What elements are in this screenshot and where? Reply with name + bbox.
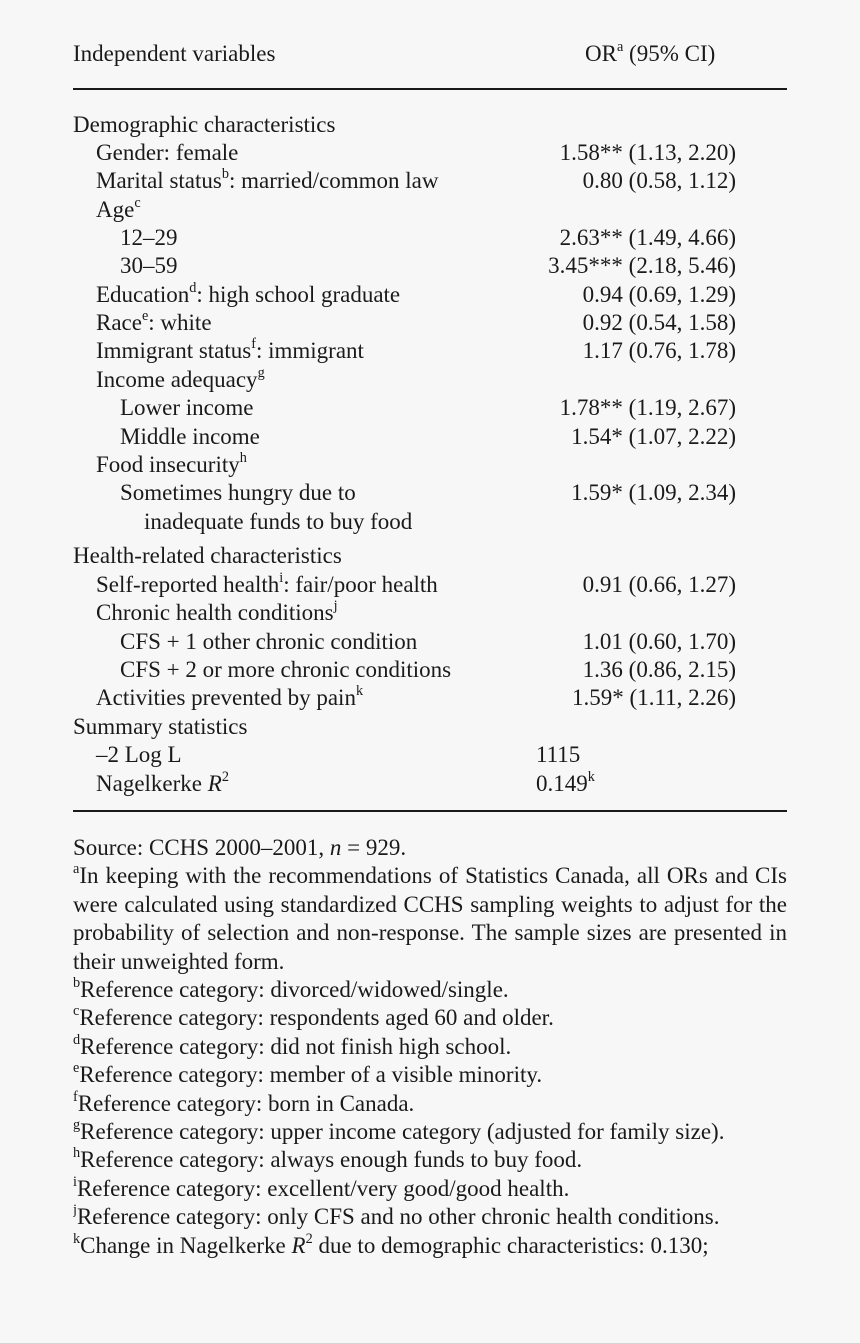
footnote-text: Reference category: excellent/very good/good health. — [76, 1175, 570, 1201]
row-label-text: Self-reported health — [96, 572, 280, 597]
footnote-marker: c — [73, 1003, 80, 1020]
footnote-marker: k — [355, 683, 364, 700]
row-label — [96, 451, 247, 479]
row-value — [583, 167, 736, 195]
footnote-text: Reference category: respondents aged 60 and older. — [79, 1005, 554, 1031]
row-value-text: 0.149 — [536, 771, 588, 796]
row-label-text: –2 Log L — [96, 742, 182, 767]
table-row — [73, 224, 787, 252]
table-header — [73, 36, 787, 72]
footnote — [73, 1033, 787, 1061]
row-label-text: Race — [96, 310, 142, 335]
header-ci: (95% CI) — [623, 41, 716, 66]
row-value — [583, 571, 736, 599]
footnote-marker: k — [587, 769, 595, 786]
footnote-marker: b — [221, 166, 229, 183]
footnote-marker: i — [279, 570, 284, 587]
footnote-text: Reference category: divorced/widowed/single. — [80, 977, 509, 1003]
row-label-text: Middle income — [120, 424, 260, 449]
footnote-marker: j — [73, 1202, 77, 1219]
row-value-text: 1.59* (1.09, 2.34) — [571, 480, 736, 505]
row-label-rest: : immigrant — [255, 338, 364, 363]
table-row — [73, 394, 787, 422]
row-label-text: Health-related characteristics — [73, 543, 342, 568]
footnote-text: Reference category: only CFS and no other chronic health conditions. — [76, 1204, 720, 1230]
table-row — [73, 628, 787, 656]
table-row — [73, 167, 787, 195]
footnote-marker: h — [239, 450, 247, 467]
row-value — [583, 337, 736, 365]
footnote — [73, 1118, 787, 1146]
table-row — [73, 713, 787, 741]
row-label — [73, 542, 342, 570]
footnote — [73, 1175, 787, 1203]
row-value-text: 2.63** (1.49, 4.66) — [559, 225, 736, 250]
footnote-marker: a — [73, 861, 80, 878]
row-label — [120, 423, 260, 451]
footnote-text: Change in Nagelkerke — [80, 1232, 292, 1258]
row-value — [560, 139, 736, 167]
bottom-rule — [73, 810, 787, 812]
row-label — [96, 684, 363, 712]
row-value-text: 1.58** (1.13, 2.20) — [559, 140, 736, 165]
row-value — [560, 394, 736, 422]
table-notes — [73, 834, 787, 1304]
table-row — [73, 252, 787, 280]
row-label-text: Food insecurity — [96, 452, 240, 477]
row-label-text: Summary statistics — [73, 714, 248, 739]
row-label-text: Marital status — [96, 168, 222, 193]
footnote — [73, 834, 787, 862]
table-row — [73, 479, 787, 507]
row-label-text: Age — [96, 197, 135, 222]
superscript: 2 — [305, 1230, 313, 1247]
footnote — [73, 1090, 787, 1118]
row-label-text: 12–29 — [120, 225, 178, 250]
footnote-marker: f — [251, 336, 256, 353]
row-value — [571, 423, 736, 451]
table-row — [73, 451, 787, 479]
row-label — [96, 309, 212, 337]
footnote — [73, 862, 787, 976]
row-label — [96, 571, 438, 599]
footnote-marker: d — [189, 280, 197, 297]
table-row — [73, 571, 787, 599]
row-label-text: Income adequacy — [96, 367, 258, 392]
footnote — [73, 1232, 787, 1260]
footnote-marker: g — [73, 1117, 81, 1134]
row-value-text: 0.80 (0.58, 1.12) — [582, 168, 736, 193]
row-label-rest: : white — [148, 310, 212, 335]
row-value-text: 0.91 (0.66, 1.27) — [582, 572, 736, 597]
row-value-text: 3.45*** (2.18, 5.46) — [548, 253, 736, 278]
table-row — [73, 111, 787, 139]
row-label-italic: R — [207, 771, 222, 796]
row-label-text: CFS + 2 or more chronic conditions — [120, 657, 452, 682]
footnote-marker: f — [73, 1088, 78, 1105]
footnote-marker: e — [141, 308, 149, 325]
row-label — [120, 656, 451, 684]
footnote-rest: due to demographic characteristics: 0.130; — [312, 1232, 709, 1258]
row-label — [120, 628, 417, 656]
row-value-text: 1.59* (1.11, 2.26) — [572, 685, 736, 710]
table-row — [73, 337, 787, 365]
row-label — [96, 337, 364, 365]
row-label — [73, 111, 335, 139]
row-value — [571, 479, 736, 507]
footnote-marker: b — [73, 975, 81, 992]
table-row — [73, 542, 787, 570]
row-value — [560, 224, 736, 252]
table-row — [73, 423, 787, 451]
row-value — [583, 309, 736, 337]
table-row — [73, 684, 787, 712]
row-value-text: 0.94 (0.69, 1.29) — [582, 282, 736, 307]
footnote-italic: R — [291, 1232, 306, 1258]
row-value-text: 0.92 (0.54, 1.58) — [582, 310, 736, 335]
footnote-italic: n — [329, 835, 342, 860]
footnote-marker: j — [333, 598, 338, 615]
footnote-marker: i — [73, 1173, 77, 1190]
row-value-text: 1.01 (0.60, 1.70) — [582, 629, 736, 654]
footnote — [73, 1061, 787, 1089]
footnote-text: Reference category: born in Canada. — [77, 1090, 415, 1116]
row-label — [96, 741, 182, 769]
row-value — [583, 628, 736, 656]
row-label-text: 30–59 — [120, 253, 178, 278]
row-label — [96, 167, 438, 195]
row-label — [120, 479, 356, 507]
row-label-text: Sometimes hungry due to — [120, 480, 356, 505]
row-label — [96, 599, 338, 627]
row-label-text: Lower income — [120, 395, 254, 420]
table-row — [73, 281, 787, 309]
row-value — [583, 656, 736, 684]
row-label — [96, 366, 265, 394]
row-label — [120, 252, 178, 280]
row-label — [73, 713, 247, 741]
table-row — [73, 366, 787, 394]
row-label — [96, 770, 229, 798]
row-label-text: Nagelkerke — [96, 771, 208, 796]
footnote-text: Reference category: upper income category (adjusted for family size). — [80, 1119, 725, 1145]
row-label-text: Chronic health conditions — [96, 600, 334, 625]
row-label-text: Gender: female — [96, 140, 239, 165]
footnote-marker: g — [257, 365, 265, 382]
footnote-text: Reference category: did not finish high school. — [80, 1033, 512, 1059]
footnote — [73, 1146, 787, 1174]
footnote — [73, 976, 787, 1004]
footnote — [73, 1203, 787, 1231]
row-label-text: Immigrant status — [96, 338, 252, 363]
superscript: 2 — [221, 769, 229, 786]
row-label-text: Demographic characteristics — [73, 112, 336, 137]
row-value-text: 1.36 (0.86, 2.15) — [582, 657, 736, 682]
table-row — [73, 139, 787, 167]
footnote — [73, 1004, 787, 1032]
footnote-marker: c — [134, 195, 141, 212]
row-label-rest: : high school graduate — [196, 282, 401, 307]
row-label-text: CFS + 1 other chronic condition — [120, 629, 418, 654]
row-value — [583, 281, 736, 309]
table-row — [73, 599, 787, 627]
row-value-text: 1.78** (1.19, 2.67) — [559, 395, 736, 420]
row-label — [120, 394, 253, 422]
footnote-text: In keeping with the recommendations of Statistics Canada, all ORs and CIs were calculated using standardized CCHS sampling weights to adjust for the probability of selection and non-response. The sample sizes are presented in their unweighted form. — [73, 863, 787, 974]
footnote-marker: k — [73, 1230, 81, 1247]
header-variables: Independent variables — [73, 41, 276, 66]
header-or-sup: a — [616, 39, 624, 56]
table-row — [73, 656, 787, 684]
row-label-text: Activities prevented by pain — [96, 685, 356, 710]
row-value — [536, 741, 580, 769]
row-label-text: Education — [96, 282, 190, 307]
header-or-ci — [585, 36, 715, 72]
row-value-text: 1.17 (0.76, 1.78) — [582, 338, 736, 363]
row-value — [536, 770, 595, 798]
footnote-marker: e — [73, 1060, 80, 1077]
footnote-text: Reference category: always enough funds to buy food. — [80, 1147, 583, 1173]
top-rule — [73, 88, 787, 90]
footnote-text: Reference category: member of a visible minority. — [79, 1062, 543, 1088]
table-row — [73, 508, 787, 536]
row-label — [120, 224, 178, 252]
row-value — [548, 252, 736, 280]
row-label-rest: : married/common law — [228, 168, 439, 193]
row-value-text: 1.54* (1.07, 2.22) — [571, 424, 736, 449]
row-label — [96, 281, 400, 309]
table-row — [73, 770, 787, 798]
footnote-rest: = 929. — [341, 835, 407, 860]
table-row — [73, 196, 787, 224]
table-row — [73, 741, 787, 769]
row-label — [96, 196, 141, 224]
row-label-rest: : fair/poor health — [283, 572, 438, 597]
table-row — [73, 309, 787, 337]
row-value-text: 1115 — [536, 742, 581, 767]
row-label-text: inadequate funds to buy food — [144, 509, 413, 534]
footnote-marker: d — [73, 1031, 81, 1048]
footnote-text: Source: CCHS 2000–2001, — [73, 835, 330, 860]
footnote-marker: h — [73, 1145, 81, 1162]
row-label — [144, 508, 412, 536]
row-label — [96, 139, 238, 167]
row-value — [572, 684, 736, 712]
header-or: OR — [585, 41, 617, 66]
